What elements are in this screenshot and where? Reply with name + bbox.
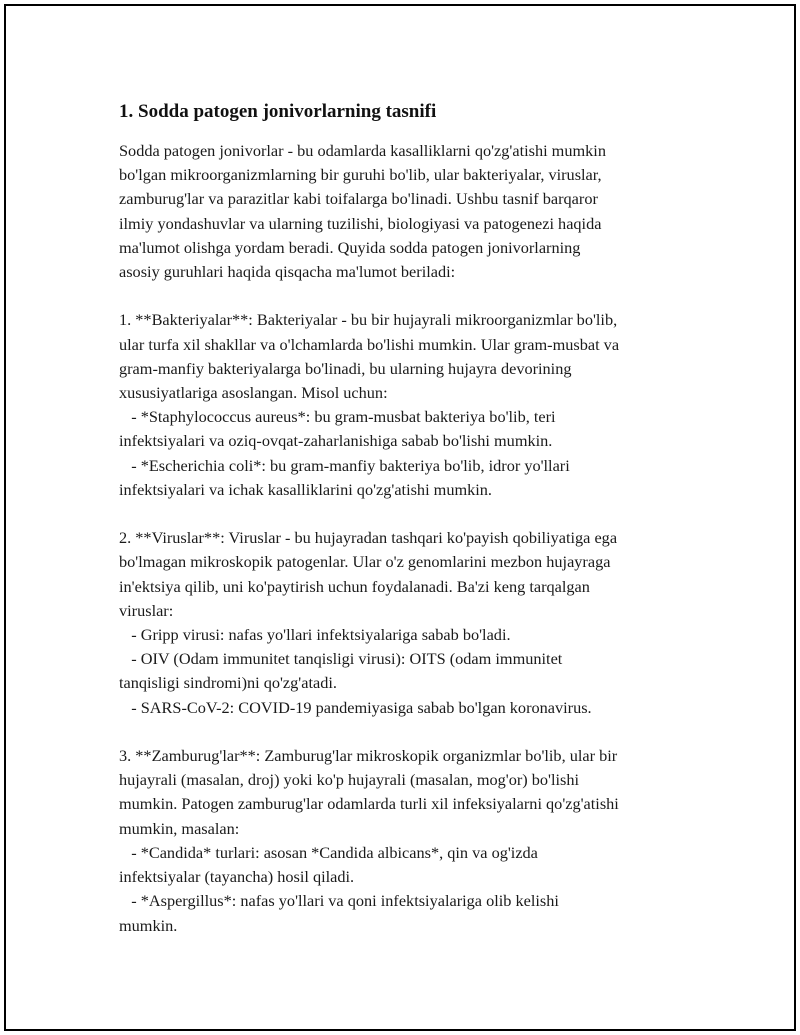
document-page — [4, 4, 796, 1031]
document-body: Sodda patogen jonivorlar - bu odamlarda kasalliklarni qo'zg'atishi mumkin bo'lgan mikroorganizmlarning bir guruhi bo'lib, ular bakteriyalar, viruslar, zamburug'lar va parazitlar kabi toifalarga bo'linadi. Ushbu tasnif barqaror ilmiy yondashuvlar va ularning tuzilishi, biologiyasi va patogenezi haqida ma'lumot olishga yordam beradi. Quyida sodda patogen jonivorlarning asosiy guruhlari haqida qisqacha ma'lumot beriladi: 1. **Bakteriyalar**: Bakteriyalar - bu bir hujayrali mikroorganizmlar bo'lib, ular turfa xil shakllar va o'lchamlarda bo'lishi mumkin. Ular gram-musbat va gram-manfiy bakteriyalarga bo'linadi, bu ularning hujayra devorining xususiyatlariga asoslangan. Misol uchun: - *Staphylococcus aureus*: bu gram-musbat bakteriya bo'lib, teri infektsiyalari va oziq-ovqat-zaharlanishiga sabab bo'lishi mumkin. - *Escherichia coli*: bu gram-manfiy bakteriya bo'lib, idror yo'llari infektsiyalari va ichak kasalliklarini qo'zg'atishi mumkin. 2. **Viruslar**: Viruslar - bu hujayradan tashqari ko'payish qobiliyatiga ega bo'lmagan mikroskopik patogenlar. Ular o'z genomlarini mezbon hujayraga in'ektsiya qilib, uni ko'paytirish uchun foydalanadi. Ba'zi keng tarqalgan viruslar: - Gripp virusi: nafas yo'llari infektsiyalariga sabab bo'ladi. - OIV (Odam immunitet tanqisligi virusi): OITS (odam immunitet tanqisligi sindromi)ni qo'zg'atadi. - SARS-CoV-2: COVID-19 pandemiyasiga sabab bo'lgan koronavirus. 3. **Zamburug'lar**: Zamburug'lar mikroskopik organizmlar bo'lib, ular bir hujayrali (masalan, droj) yoki ko'p hujayrali (masalan, mog'or) bo'lishi mumkin. Patogen zamburug'lar odamlarda turli xil infeksiyalarni qo'zg'atishi mumkin, masalan: - *Candida* turlari: asosan *Candida albicans*, qin va og'izda infektsiyalar (tayancha) hosil qiladi. - *Aspergillus*: nafas yo'llari va qoni infektsiyalariga olib kelishi mumkin. — [119, 141, 620, 935]
document-content — [119, 99, 699, 938]
document-title: 1. Sodda patogen jonivorlarning tasnifi — [119, 101, 437, 122]
